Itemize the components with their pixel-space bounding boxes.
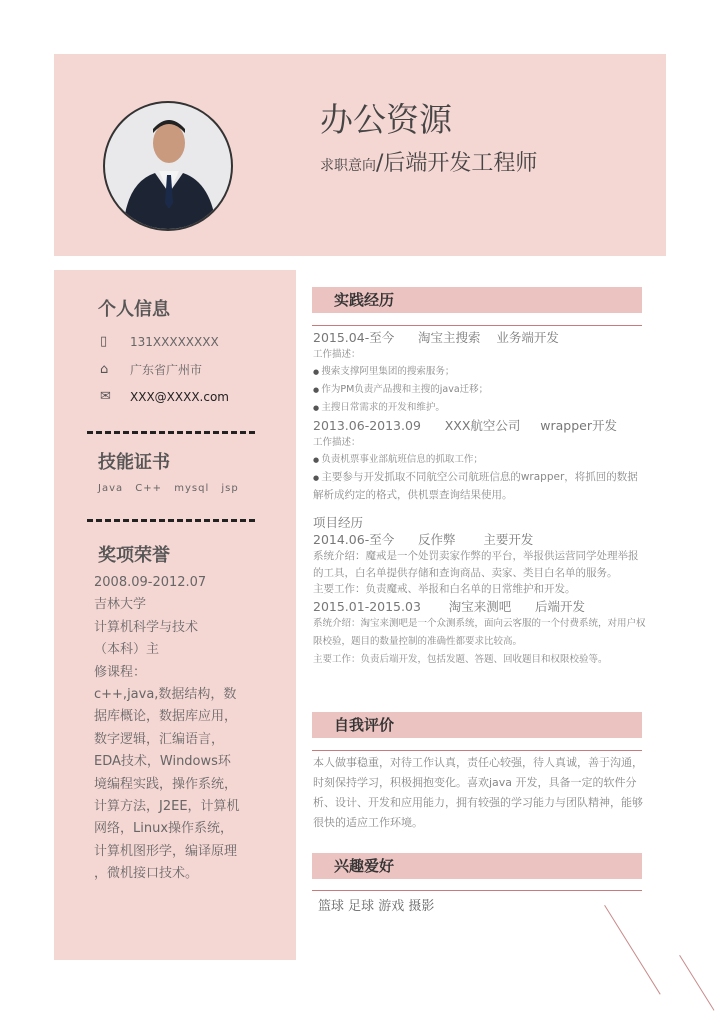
decorative-line: [604, 905, 660, 995]
address-text: 广东省广州市: [130, 363, 203, 377]
decorative-line: [679, 955, 714, 1011]
phone-icon: ▯: [100, 334, 108, 349]
project-heading: 2014.06-至今 反作弊 主要开发: [313, 532, 534, 547]
divider: [87, 519, 255, 522]
edu-line: 网络，Linux操作系统，: [94, 821, 234, 837]
job-bullet: ● 负责机票事业部航班信息的抓取工作；: [313, 451, 648, 469]
section-rule: [312, 325, 642, 326]
section-rule: [312, 750, 642, 751]
project-work: 主要工作：负责魔戒、举报和白名单的日常维护和开发。: [313, 583, 576, 595]
practice-content: [313, 329, 648, 668]
job-bullet: ● 搜索支撑阿里集团的搜索服务；: [313, 363, 648, 381]
edu-line: 计算机图形学，编译原理: [94, 843, 238, 859]
education-block: [94, 572, 254, 886]
person-photo-icon: [105, 103, 233, 231]
edu-line: 计算机科学与技术: [94, 619, 199, 635]
sidebar: [54, 270, 296, 960]
intent-value: /后端开发工程师: [376, 151, 538, 176]
edu-line: c++,java,数据结构，数: [94, 687, 237, 703]
self-eval-text: 本人做事稳重，对待工作认真，责任心较强，待人真诚，善于沟通，时刻保持学习，积极拥抱变化。喜欢java 开发，具备一定的软件分析、设计、开发和应用能力，拥有较强的学习能力与团队精神，能够很快的适应工作环境。: [313, 756, 643, 829]
edu-line: （本科）主: [94, 642, 160, 658]
email-text: XXX@XXXX.com: [130, 389, 229, 404]
project-intro: 系统介绍：淘宝来测吧是一个众测系统，面向云客服的一个付费系统，对用户权限校验，题目的数量控制的准确性都要求比较高。: [313, 617, 646, 647]
edu-line: 境编程实践，操作系统，: [94, 776, 238, 792]
project-title: 项目经历: [313, 515, 364, 530]
job-bullet: ● 主搜日常需求的开发和维护。: [313, 399, 648, 417]
divider: [87, 431, 255, 434]
skills-list: Java C++ mysql jsp: [98, 483, 239, 494]
hobbies-text: 篮球 足球 游戏 摄影: [318, 899, 435, 914]
avatar-photo: [103, 101, 233, 231]
phone-text: 131XXXXXXXX: [130, 334, 219, 349]
section-rule: [312, 890, 642, 891]
header: [54, 54, 666, 256]
practice-section-title: 实践经历: [312, 287, 642, 313]
self-eval-title: 自我评价: [312, 712, 642, 738]
skills-title: 技能证书: [98, 452, 170, 473]
job-bullet: ● 作为PM负责产品搜和主搜的java迁移；: [313, 381, 648, 399]
candidate-name: 办公资源: [320, 100, 452, 139]
intent-label: 求职意向: [320, 158, 376, 174]
hobbies-title: 兴趣爱好: [312, 853, 642, 879]
edu-line: ，微机接口技术。: [94, 866, 199, 882]
mail-icon: ✉: [100, 389, 111, 404]
awards-title: 奖项荣誉: [98, 545, 170, 566]
job-heading: 2015.04-至今 淘宝主搜索 业务端开发: [313, 330, 559, 345]
project-intro: 系统介绍：魔戒是一个处罚卖家作弊的平台，举报供运营同学处理举报的工具，白名单提供存储和查询商品、卖家、类目白名单的服务。: [313, 550, 639, 579]
edu-line: 2008.09-2012.07: [94, 575, 207, 590]
edu-line: 数字逻辑，汇编语言，: [94, 731, 225, 747]
edu-line: EDA技术，Windows环: [94, 754, 231, 770]
edu-line: 修课程：: [94, 664, 147, 680]
email-row: [100, 389, 229, 404]
personal-info-title: 个人信息: [98, 299, 170, 320]
job-intent: [320, 146, 537, 177]
address-row: [100, 361, 202, 378]
edu-line: 据库概论，数据库应用，: [94, 709, 238, 725]
home-icon: ⌂: [100, 362, 109, 377]
project-work: 主要工作：负责后端开发，包括发题、答题、回收题目和权限校验等。: [313, 653, 608, 665]
edu-line: 计算方法，J2EE，计算机: [94, 799, 240, 815]
job-desc-label: 工作描述：: [313, 349, 361, 360]
job-bullet: ● 主要参与开发抓取不同航空公司航班信息的wrapper，将抓回的数据解析成约定的格式，供机票查询结果使用。: [313, 469, 648, 504]
job-heading: 2013.06-2013.09 XXX航空公司 wrapper开发: [313, 418, 618, 433]
project-heading: 2015.01-2015.03 淘宝来测吧 后端开发: [313, 598, 586, 614]
phone-row: [100, 334, 219, 349]
job-desc-label: 工作描述：: [313, 437, 361, 448]
edu-line: 吉林大学: [94, 597, 147, 613]
